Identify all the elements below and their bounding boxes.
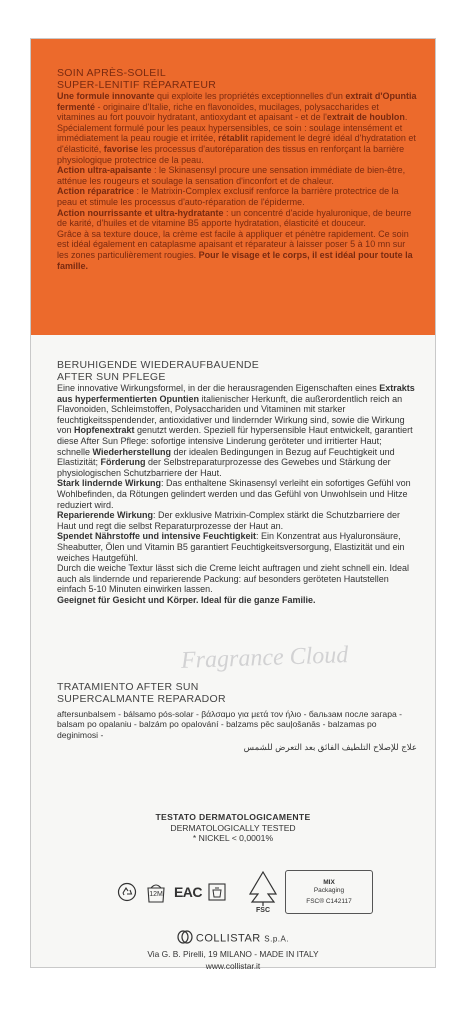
de-paragraph-5 <box>57 563 417 595</box>
packaging-label: Packaging <box>313 886 345 894</box>
mix-label: MIX <box>323 878 335 886</box>
de-bold: Stark lindernde Wirkung <box>57 478 161 489</box>
recycle-icon <box>117 882 137 902</box>
fr-paragraph-4 <box>57 208 417 229</box>
fsc-label: FSC <box>256 907 270 914</box>
de-text: : Ein Konzentrat aus Hyaluronsäure, Sheabutter, Ölen und Vitamin B5 garantiert Feuchtigkeitsversorgung, Elastizität und ein weiches Hautgefühl. <box>57 531 405 563</box>
fsc-tree-icon <box>243 868 283 914</box>
de-bold: Wiederherstellung <box>92 446 171 457</box>
fr-text: : le Matrixin-Complex exclusif renforce la barrière protectrice de la peau et stimule les processus d'auto-réparation de l'épiderme. <box>57 186 399 207</box>
brand-name: COLLISTAR <box>195 932 261 945</box>
fr-title-1: SOIN APRÈS-SOLEIL <box>57 67 166 79</box>
arabic-product-name: علاج للإصلاح التلطيف الفائق بعد التعرض للشمس <box>243 742 417 753</box>
fr-text: - originaire d'Italie, riche en flavonoïdes, mucilages, polysaccharides et vitamines au fort pouvoir hydratant, antioxydant et apaisant - et de l' <box>57 101 379 123</box>
de-paragraph-1 <box>57 383 417 478</box>
brand-footer <box>31 930 435 971</box>
fr-bold: extrait d'Opuntia fermenté <box>57 91 417 112</box>
fr-bold: rétablit <box>218 133 249 144</box>
fr-title-2: SUPER-LENITIF RÉPARATEUR <box>57 79 217 91</box>
tested-italian: TESTATO DERMATOLOGICAMENTE <box>155 812 311 822</box>
de-text: Durch die weiche Textur lässt sich die Creme leicht auftragen und zieht schnell ein. Ideal auch als lindernde und reparierende Packung: auf besonders geröteten Hautstellen einfach 5-10 Minuten einwirken lassen. <box>57 563 410 595</box>
de-bold: Spendet Nährstoffe und intensive Feuchtigkeit <box>57 531 257 542</box>
fr-text: . Spécialement formulé pour les peaux hypersensibles, ce soin : soulage intensément et immédiatement la peau rougie et irritée, <box>57 112 408 144</box>
spanish-text <box>57 681 417 753</box>
pao-label: 12M <box>149 891 163 898</box>
de-paragraph-2 <box>57 478 417 510</box>
fr-bold: Action nourrissante et ultra-hydratante <box>57 207 224 218</box>
fr-bold: Action réparatrice <box>57 186 135 197</box>
fr-bold: Action ultra-apaisante <box>57 165 152 176</box>
fr-bold: Une formule innovante <box>57 91 155 101</box>
fr-bold: extrait de houblon <box>326 112 405 123</box>
fr-paragraph-3 <box>57 186 417 207</box>
brand-address: Via G. B. Pirelli, 19 MILANO - MADE IN ITALY <box>147 949 319 959</box>
collistar-logo-icon <box>177 930 193 947</box>
fr-bold: Pour le visage et le corps, il est idéal pour toute la famille. <box>57 249 413 271</box>
es-title-2: SUPERCALMANTE REPARADOR <box>57 693 226 705</box>
nickel-statement: * NICKEL < 0,0001% <box>192 833 274 844</box>
de-text: : Der exklusive Matrixin-Complex stärkt die Schutzbarriere der Haut und regt die selbst Reparaturprozesse der Haut an. <box>57 510 401 531</box>
fr-text: qui exploite les propriétés exceptionnelles d'un <box>154 91 346 101</box>
fsc-code: FSC® C142117 <box>306 897 352 905</box>
fr-paragraph-2 <box>57 165 417 186</box>
es-title-1: TRATAMIENTO AFTER SUN <box>57 681 199 693</box>
fr-paragraph-1 <box>57 91 417 165</box>
french-text <box>57 67 417 271</box>
de-bold: Reparierende Wirkung <box>57 510 153 521</box>
disposal-icon <box>207 882 227 902</box>
de-title-1: BERUHIGENDE WIEDERAUFBAUENDE <box>57 359 260 371</box>
de-text: der idealen Bedingungen in Bezug auf Feuchtigkeit und Elastizität; <box>57 446 395 468</box>
fr-text: les processus d'autoréparation des tissus en renforçant la barrière physiologique protectrice de la peau. <box>57 143 405 165</box>
de-paragraph-6 <box>57 595 417 606</box>
pao-12m-icon <box>145 880 167 904</box>
de-text: genutzt werden. Speziell für hypersensible Haut entwickelt, garantiert diese After Sun Pflege: sofortige intensive Linderung geröteter und irritierter Haut; schnelle <box>57 425 413 457</box>
de-text: der Selbstreparaturprozesse des Gewebes und Stärkung der physiologischen Schutzbarriere der Haut. <box>57 457 391 478</box>
brand-line <box>31 930 435 947</box>
tested-english: DERMATOLOGICALLY TESTED <box>170 822 296 833</box>
package-panel <box>30 38 436 971</box>
fr-bold: favorise <box>103 143 139 154</box>
eac-icon: EAC <box>173 884 203 900</box>
dermatological-info <box>31 812 435 844</box>
brand-suffix: S.p.A. <box>264 934 290 944</box>
de-bold: Förderung <box>100 457 146 468</box>
de-bold: Extrakts aus hyperfermentierten Opuntien <box>57 383 415 404</box>
de-paragraph-3 <box>57 510 417 531</box>
fr-text: : le Skinasensyl procure une sensation immédiate de bien-être, atténue les rougeurs et soulage la sensation d'inconfort et de chaleur. <box>57 165 406 186</box>
de-text: : Das enthaltene Skinasensyl verleiht ein sofortiges Gefühl von Wohlbefinden, da Rötungen gelindert werden und das Gefühl von Unwohlsein und Hitze reduziert wird. <box>57 478 411 510</box>
certification-icons <box>117 868 417 914</box>
french-section <box>31 39 435 335</box>
watermark: Fragrance Cloud <box>180 642 349 674</box>
brand-website[interactable]: www.collistar.it <box>205 961 261 971</box>
de-text: Eine innovative Wirkungsformel, in der die herausragenden Eigenschaften eines <box>57 383 380 393</box>
fr-text: rapidement le degré idéal d'hydratation et d'élasticité, <box>57 133 416 154</box>
de-bold: Geeignet für Gesicht und Körper. Ideal für die ganze Familie. <box>57 594 316 605</box>
product-name-translations: aftersunbalsem - bálsamo pós-solar - βάλσαμο για μετά τον ήλιο - бальзам после загара - balsam po opalaniu - balzám po opalování - balzams pēc sauļošanās - balzamas po deginimosi - <box>57 709 402 740</box>
de-paragraph-4 <box>57 531 417 563</box>
german-text <box>57 359 417 605</box>
fr-text: : un concentré d'acide hyaluronique, de beurre de karité, d'huiles et de vitamine B5 apporte hydratation, élasticité et douceur. <box>57 207 412 229</box>
fr-paragraph-5 <box>57 229 417 271</box>
de-title-2: AFTER SUN PFLEGE <box>57 371 166 383</box>
de-text: italienischer Herkunft, die außerordentlich reich an Flavonoiden, Schleimstoffen, Polysacchariden und Vitaminen mit starker feuchtigkeitsspendender, antioxidativer und lindernder Wirkung sind, sowie die Wirkung von <box>57 393 405 436</box>
de-bold: Hopfenextrakt <box>74 425 135 436</box>
fsc-mix-badge <box>285 870 373 914</box>
fr-text: Grâce à sa texture douce, la crème est facile à appliquer et pénètre rapidement. Ce soin est idéal également en cataplasme apaisant et réparateur à laisser poser 5 à 10 mn sur les zones particulièrement rougies. <box>57 228 409 260</box>
